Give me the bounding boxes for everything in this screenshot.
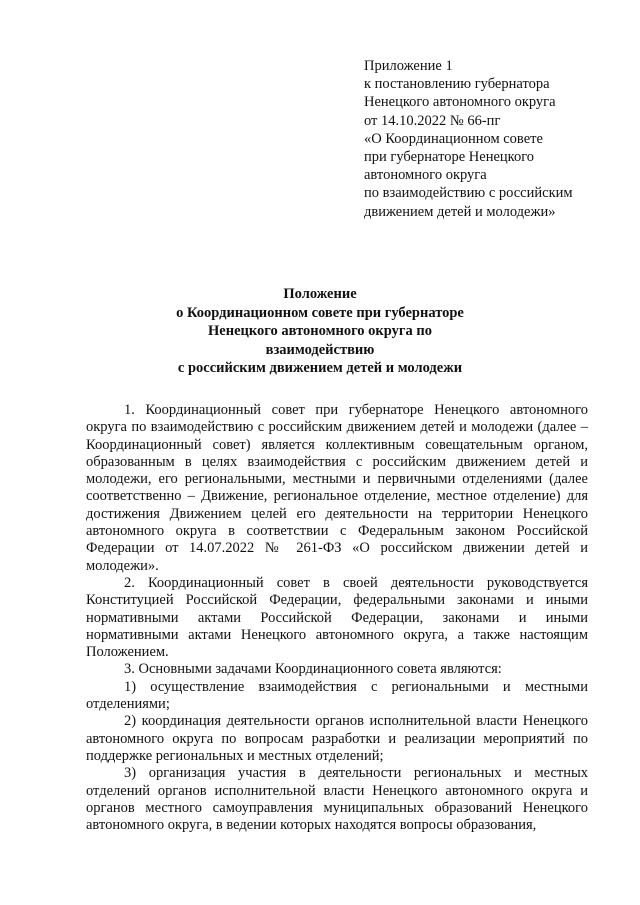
appendix-note (364, 57, 624, 221)
appendix-line: при губернаторе Ненецкого (364, 149, 535, 166)
paragraph-3: 3. Основными задачами Координационного совета являются: (124, 661, 502, 678)
list-item-1: 1) осуществление взаимодействия с региональными и местными отделениями; (86, 678, 588, 713)
title-line: с российским движением детей и молодежи (177, 360, 463, 376)
list-item-3: 3) организация участия в деятельности региональных и местных отделений органов исполнительной власти Ненецкого автономного округа и органов местного самоуправления муниципальных образований Ненецкого автономного округа, в ведении которых находятся вопросы образования, (86, 765, 588, 834)
appendix-line: «О Координационном совете (364, 130, 543, 147)
appendix-line: Ненецкого автономного округа (364, 94, 556, 111)
title-line: взаимодействию (265, 341, 375, 358)
appendix-line: от 14.10.2022 № 66-пг (364, 112, 501, 129)
title-line: о Координационном совете при губернаторе (176, 304, 464, 321)
appendix-line: Приложение 1 (364, 58, 453, 74)
appendix-line: движением детей и молодежи» (364, 203, 556, 220)
appendix-line: к постановлению губернатора (364, 76, 550, 93)
title-line: Положение (283, 286, 357, 302)
appendix-line: по взаимодействию с российским (364, 185, 573, 202)
paragraph-2: 2. Координационный совет в своей деятельности руководствуется Конституцией Российской Федерации, федеральными законами и иными нормативными актами Российской Федерации, законами и иными нормативными актами Ненецкого автономного округа, а также настоящим Положением. (86, 574, 588, 661)
appendix-line: автономного округа (364, 167, 487, 184)
document-title (140, 285, 500, 378)
paragraph-1: 1. Координационный совет при губернаторе Ненецкого автономного округа по взаимодействию с российским движением детей и молодежи (далее – Координационный совет) является коллективным совещательным органом, образованным в целях взаимодействия с российским движением детей и молодежи, его региональными, местными и первичными отделениями (далее соответственно – Движение, региональное отделение, местное отделение) для достижения Движением целей его деятельности на территории Ненецкого автономного округа в соответствии с Федеральным законом Российской Федерации от 14.07.2022 № 261-ФЗ «О российском движении детей и молодежи». (86, 402, 588, 574)
document-body (86, 402, 588, 834)
list-item-2: 2) координация деятельности органов исполнительной власти Ненецкого автономного округа по вопросам разработки и реализации мероприятий по поддержке региональных и местных отделений; (86, 713, 588, 764)
title-line: Ненецкого автономного округа по (208, 323, 432, 339)
